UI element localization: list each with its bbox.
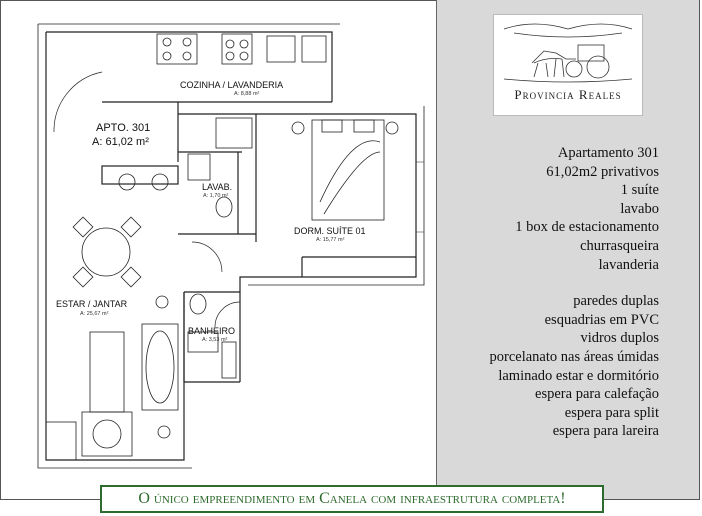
wall-left [46,32,184,460]
feature-item: vidros duplos [580,330,659,347]
apartment-area: A: 61,02 m² [92,136,149,148]
room-area-lavabo: A: 1,70 m² [203,193,229,199]
feature-item: lavanderia [598,256,659,273]
feature-item: paredes duplas [573,293,659,310]
feature-item: 61,02m2 privativos [546,163,659,180]
feature-item: espera para lareira [552,423,659,440]
room-label-kitchen: COZINHA / LAVANDERIA [180,80,284,90]
feature-item: 1 box de estacionamento [515,219,659,236]
floor-plan-drawing [2,2,434,480]
room-area-living: A: 25,67 m² [80,311,109,317]
room-label-lavabo: LAVAB. [202,182,233,192]
room-area-bathroom: A: 3,53 m² [202,337,228,343]
feature-item: espera para split [564,404,659,421]
wall-top [46,32,332,102]
feature-item: Apartamento 301 [557,145,659,161]
feature-item: porcelanato nas áreas úmidas [489,348,659,365]
feature-item: churrasqueira [580,237,659,254]
apartment-label: APTO. 301 [96,122,151,134]
feature-item: esquadrias em PVC [544,311,659,328]
room-label-living: ESTAR / JANTAR [56,299,128,309]
room-label-suite: DORM. SUÍTE 01 [294,226,366,236]
feature-item: 1 suíte [620,182,659,199]
logo [493,14,643,116]
floor-plan [2,2,434,480]
room-label-bathroom: BANHEIRO [188,326,236,336]
room-area-kitchen: A: 8,88 m² [234,91,260,97]
wall-right [184,114,416,292]
feature-item: laminado estar e dormitório [498,367,659,384]
logo-text: Provincia Reales [514,87,622,102]
bottom-banner: O único empreendimento em Canela com infraestrutura completa! [100,485,604,513]
room-area-suite: A: 15,77 m² [316,237,345,243]
info-panel [437,0,699,499]
feature-list [490,144,660,441]
feature-item: lavabo [620,200,659,217]
feature-item: espera para calefação [535,386,659,403]
